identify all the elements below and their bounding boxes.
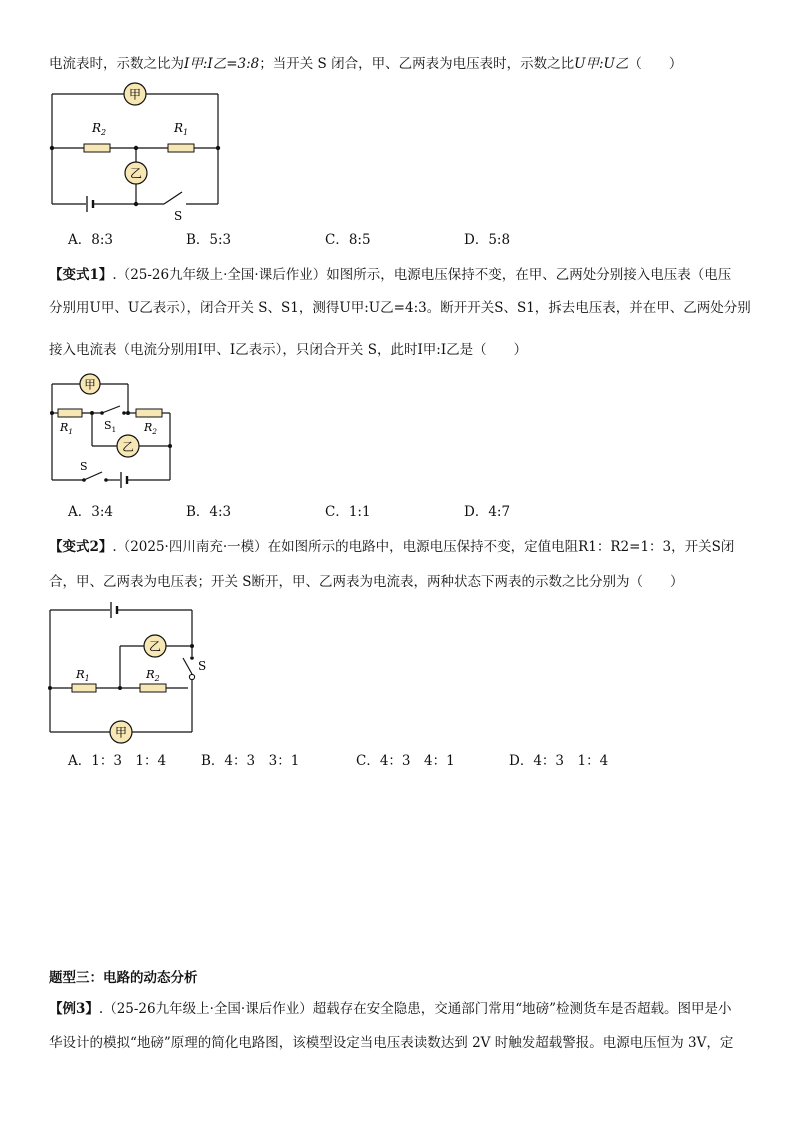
q1-stem-ratio2: U甲:U乙 — [574, 56, 629, 72]
q1-option-d-value: 5:8 — [488, 232, 511, 248]
v1-circuit-diagram — [40, 372, 190, 494]
v1-option-b-letter: B． — [186, 504, 210, 520]
t3-stem-line-2: 华设计的模拟“地磅”原理的简化电路图，该模型设定当电压表读数达到 2V 时触发超载警报。电源电压恒为 3V，定 — [49, 1035, 734, 1051]
q1-stem-ratio: I甲:I乙=3:8 — [184, 56, 260, 72]
v2-stem-line-2: 合，甲、乙两表为电压表；开关 S断开，甲、乙两表为电流表，两种状态下两表的示数之比分别为（ ） — [49, 574, 684, 590]
v1-label-r2-sub: 2 — [152, 427, 158, 436]
v2-label-r2: $R_2$ — [146, 667, 160, 683]
t3-source: .（25-26九年级上·全国·课后作业） — [98, 1001, 313, 1017]
v2-tag: 【变式2】 — [49, 539, 113, 555]
v2-stem-line-1 — [49, 537, 734, 557]
v1-resistor-r2 — [136, 409, 162, 417]
v2-source: .（2025·四川南充·一模） — [112, 539, 268, 555]
q1-option-b-value: 5:3 — [209, 232, 232, 248]
v1-option-a[interactable] — [68, 502, 113, 522]
q1-label-r1-sub: 1 — [183, 128, 189, 137]
q1-stem-text-b: ；当开关 S 闭合，甲、乙两表为电压表时，示数之比 — [259, 56, 575, 72]
v2-option-c[interactable] — [356, 751, 455, 771]
v2-resistor-r1 — [72, 684, 96, 692]
v1-tag: 【变式1】 — [49, 267, 113, 283]
v1-label-s1: $S_1$ — [104, 419, 117, 434]
v1-source: .（25-26九年级上·全国·课后作业） — [112, 267, 327, 283]
t3-stem-text-1: 超载存在安全隐患，交通部门常用“地磅”检测货车是否超载。图甲是小 — [312, 1001, 732, 1017]
v2-option-d-letter: D． — [509, 753, 534, 769]
q1-option-b-letter: B． — [186, 232, 210, 248]
q1-meter-mid-label: 乙 — [129, 166, 143, 181]
v2-option-d[interactable] — [509, 751, 608, 771]
v2-label-r1: $R_1$ — [76, 667, 90, 683]
q1-option-d-letter: D． — [464, 232, 489, 248]
v1-label-r2: $R_2$ — [144, 421, 158, 436]
q1-option-b[interactable] — [186, 230, 231, 250]
q1-label-switch: S — [174, 209, 183, 223]
q1-stem-text-a: 电流表时，示数之比为 — [49, 56, 184, 72]
q1-answer-blank: （ ） — [628, 56, 683, 72]
q1-option-d[interactable] — [464, 230, 510, 250]
v2-stem-text-1: 在如图所示的电路中，电源电压保持不变，定值电阻R1：R2=1：3，开关S闭 — [267, 539, 735, 555]
v1-option-b[interactable] — [186, 502, 231, 522]
v1-meter-top-label: 甲 — [84, 377, 96, 392]
v2-option-c-value: 4：3 4：1 — [379, 753, 455, 769]
v2-option-a-letter: A． — [68, 753, 92, 769]
v2-option-c-letter: C． — [356, 753, 380, 769]
t3-stem-line-1 — [49, 999, 732, 1019]
v2-meter-top-label: 乙 — [148, 639, 162, 654]
v2-label-r1-sub: 1 — [84, 674, 90, 683]
v2-circuit-diagram — [40, 600, 220, 745]
q1-label-r1: $R_1$ — [174, 121, 189, 137]
v1-option-c-letter: C． — [325, 504, 349, 520]
q1-option-c-value: 8:5 — [348, 232, 371, 248]
v1-stem-line-2: 分别用U甲、U乙表示），闭合开关 S、S1，测得U甲:U乙=4:3。断开开关S、S1，拆去电压表，并在甲、乙两处分别 — [49, 300, 751, 316]
t3-heading: 题型三：电路的动态分析 — [49, 970, 198, 986]
v2-option-b-value: 4：3 3：1 — [224, 753, 300, 769]
v1-meter-mid-label: 乙 — [122, 439, 134, 454]
v1-label-s1-sub: 1 — [111, 425, 117, 434]
v1-resistor-r1 — [58, 409, 82, 417]
v2-label-switch: S — [198, 659, 207, 673]
q1-resistor-r2 — [84, 144, 110, 152]
v2-option-b-letter: B． — [201, 753, 225, 769]
v1-option-d[interactable] — [464, 502, 510, 522]
v2-option-a[interactable] — [68, 751, 166, 771]
v1-stem-text-1: 如图所示，电源电压保持不变，在甲、乙两处分别接入电压表（电压 — [326, 267, 732, 283]
v2-option-a-value: 1：3 1：4 — [91, 753, 167, 769]
v1-option-b-value: 4:3 — [209, 504, 232, 520]
q1-stem-line — [49, 54, 682, 74]
t3-tag: 【例3】 — [49, 1001, 99, 1017]
v2-resistor-r2 — [140, 684, 166, 692]
v2-meter-bot-label: 甲 — [114, 725, 128, 740]
q1-option-a-value: 8:3 — [91, 232, 113, 248]
v1-stem-line-1 — [49, 265, 731, 285]
q1-label-r2: $R_2$ — [92, 121, 107, 137]
v1-label-s: S — [80, 460, 88, 473]
q1-circuit-diagram — [40, 80, 240, 225]
v1-option-d-value: 4:7 — [488, 504, 511, 520]
q1-option-c-letter: C． — [325, 232, 349, 248]
q1-label-r2-sub: 2 — [101, 128, 107, 137]
q1-option-a-letter: A． — [68, 232, 92, 248]
q1-option-a[interactable] — [68, 230, 113, 250]
q1-resistor-r1 — [168, 144, 194, 152]
v2-option-b[interactable] — [201, 751, 299, 771]
v1-label-r1: $R_1$ — [60, 421, 74, 436]
v1-option-d-letter: D． — [464, 504, 489, 520]
v1-option-a-letter: A． — [68, 504, 92, 520]
q1-meter-top-label: 甲 — [128, 87, 142, 102]
v1-option-c[interactable] — [325, 502, 371, 522]
v2-label-r2-sub: 2 — [154, 674, 160, 683]
v1-option-c-value: 1:1 — [348, 504, 371, 520]
v2-option-d-value: 4：3 1：4 — [533, 753, 609, 769]
v1-label-r1-sub: 1 — [68, 427, 74, 436]
q1-option-c[interactable] — [325, 230, 371, 250]
v1-stem-line-3: 接入电流表（电流分别用I甲、I乙表示），只闭合开关 S，此时I甲:I乙是（ ） — [49, 342, 528, 358]
v1-option-a-value: 3:4 — [91, 504, 113, 520]
